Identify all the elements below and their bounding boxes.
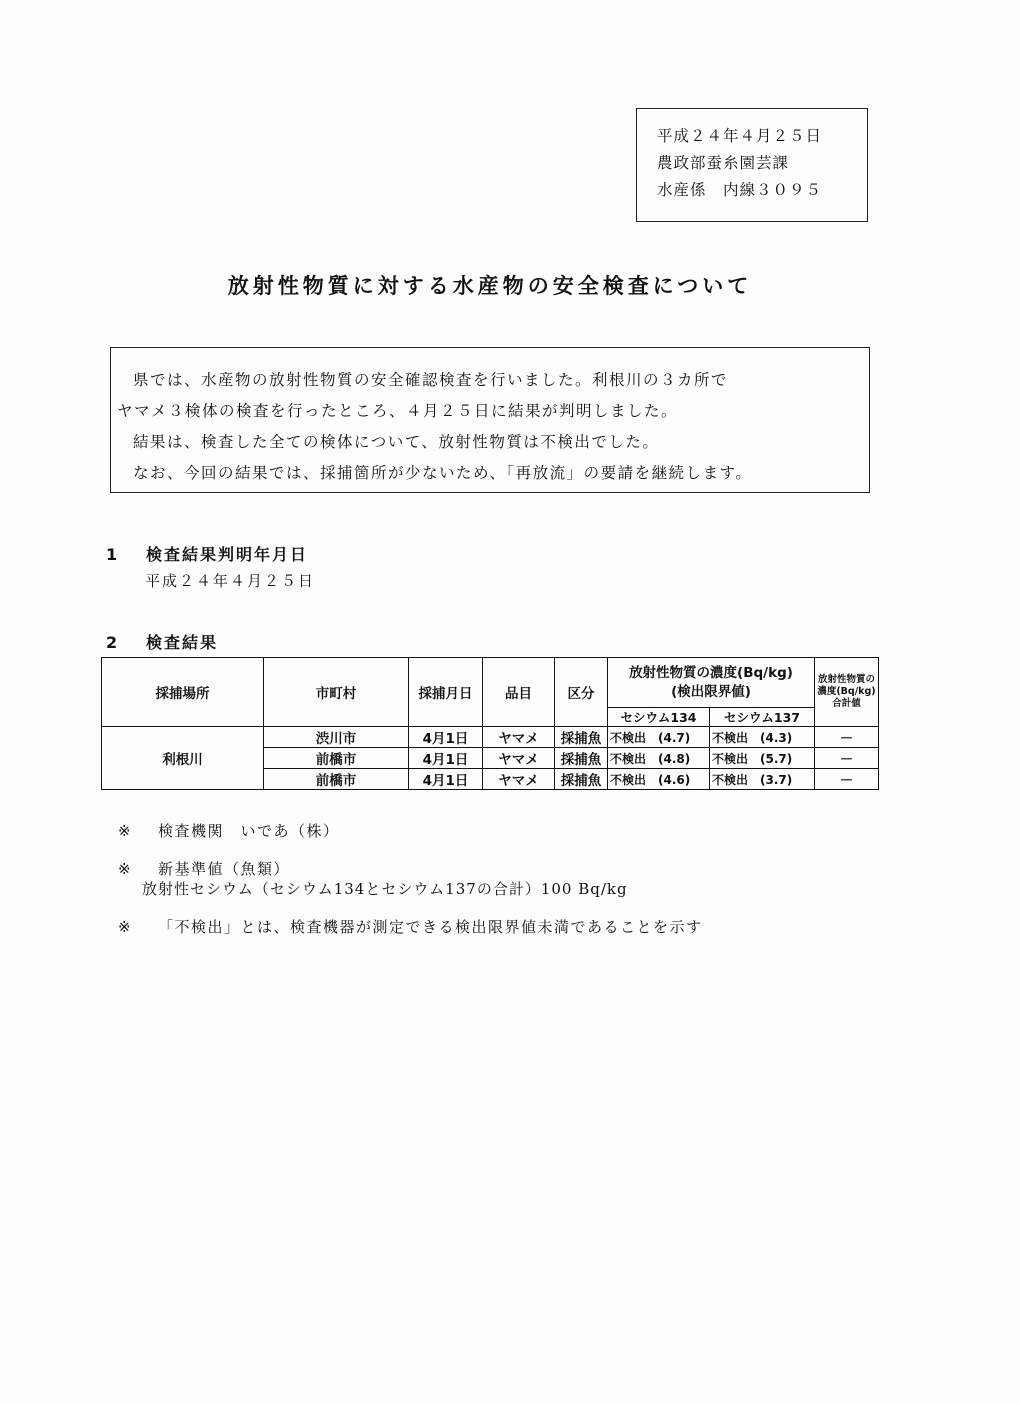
note-text: 「不検出」とは、検査機器が測定できる検出限界値未満であることを示す	[158, 918, 703, 936]
header-total: 放射性物質の濃度(Bq/kg)合計値	[815, 658, 879, 727]
section-2-heading	[106, 630, 218, 653]
total-cell: －	[815, 748, 879, 769]
section-number: 1	[106, 545, 120, 564]
contact: 水産係 内線３０９５	[657, 181, 823, 199]
total-cell: －	[815, 769, 879, 790]
summary-line: 結果は、検査した全ての検体について、放射性物質は不検出でした。	[133, 433, 660, 451]
issue-date: 平成２４年４月２５日	[657, 127, 823, 145]
cs134-cell: 不検出 (4.8)	[608, 748, 710, 769]
header-concentration	[608, 658, 815, 708]
section-number: 2	[106, 633, 120, 652]
header-location: 採捕場所	[102, 658, 264, 727]
date-cell: 4月1日	[409, 769, 483, 790]
category-cell: 採捕魚	[555, 727, 608, 748]
page-title: 放射性物質に対する水産物の安全検査について	[227, 274, 753, 298]
date-cell: 4月1日	[409, 748, 483, 769]
note-mark: ※	[118, 918, 133, 936]
concentration-label: 放射性物質の濃度(Bq/kg)	[629, 664, 793, 681]
summary-line: なお、今回の結果では、採捕箇所が少ないため、「再放流」の要請を継続します。	[133, 464, 753, 482]
summary-box	[110, 347, 870, 493]
results-table	[101, 657, 879, 790]
section-title: 検査結果判明年月日	[146, 545, 309, 564]
result-date: 平成２４年４月２５日	[145, 572, 316, 590]
limit-label: (検出限界値)	[671, 683, 751, 700]
note-agency	[118, 820, 340, 841]
cs137-cell: 不検出 (5.7)	[710, 748, 815, 769]
header-cs134: セシウム134	[608, 708, 710, 727]
header-date: 採捕月日	[409, 658, 483, 727]
header-city: 市町村	[264, 658, 409, 727]
total-cell: －	[815, 727, 879, 748]
cs134-cell: 不検出 (4.7)	[608, 727, 710, 748]
note-mark: ※	[118, 822, 133, 840]
header-cs137: セシウム137	[710, 708, 815, 727]
note-text: 検査機関 いであ（株）	[158, 822, 340, 840]
item-cell: ヤマメ	[483, 769, 555, 790]
section-1-heading	[106, 542, 308, 565]
header-category: 区分	[555, 658, 608, 727]
note-standard	[118, 858, 290, 879]
location-cell: 利根川	[102, 727, 264, 790]
section-title: 検査結果	[146, 633, 219, 652]
city-cell: 前橋市	[264, 769, 409, 790]
note-text: 新基準値（魚類）	[158, 860, 291, 878]
issuer-box	[636, 108, 868, 222]
cs137-cell: 不検出 (4.3)	[710, 727, 815, 748]
city-cell: 前橋市	[264, 748, 409, 769]
category-cell: 採捕魚	[555, 769, 608, 790]
note-standard-detail: 放射性セシウム（セシウム134とセシウム137の合計）100 Bq/kg	[142, 880, 628, 898]
cs137-cell: 不検出 (3.7)	[710, 769, 815, 790]
category-cell: 採捕魚	[555, 748, 608, 769]
item-cell: ヤマメ	[483, 748, 555, 769]
note-nd-definition	[118, 916, 703, 937]
item-cell: ヤマメ	[483, 727, 555, 748]
summary-line: 県では、水産物の放射性物質の安全確認検査を行いました。利根川の３カ所で	[133, 371, 729, 389]
table-row	[102, 727, 879, 748]
city-cell: 渋川市	[264, 727, 409, 748]
date-cell: 4月1日	[409, 727, 483, 748]
cs134-cell: 不検出 (4.6)	[608, 769, 710, 790]
department: 農政部蚕糸園芸課	[657, 154, 790, 172]
header-item: 品目	[483, 658, 555, 727]
note-mark: ※	[118, 860, 133, 878]
summary-line: ヤマメ３検体の検査を行ったところ、４月２５日に結果が判明しました。	[117, 402, 679, 420]
